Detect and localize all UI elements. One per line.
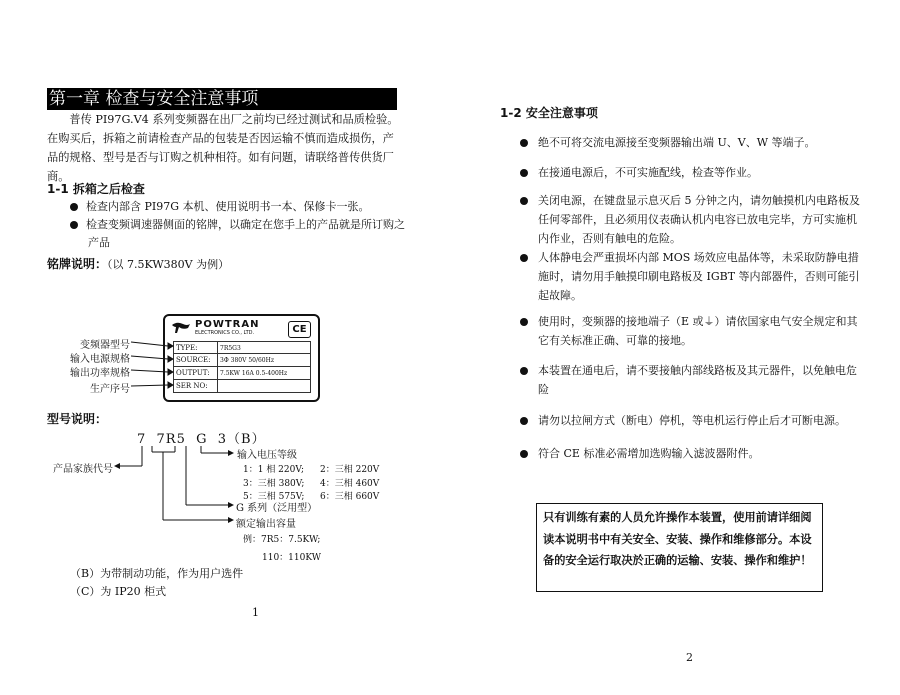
safety-bullet-1: 绝不可将交流电源接至变频器输出端 U、V、W 等端子。 — [520, 133, 860, 152]
bullet-dot — [520, 417, 528, 425]
voltage-option-6: 6：三相 660V — [320, 492, 380, 502]
safety-bullet-2: 在接通电源后，不可实施配线，检查等作业。 — [520, 163, 860, 182]
chapter-title: 第一章 检查与安全注意事项 — [47, 88, 397, 110]
bullet-dot — [520, 169, 528, 177]
bullet-dot — [520, 197, 528, 205]
model-code: 7 7R5 G 3（B） — [137, 432, 266, 447]
label-g-series: G 系列（泛用型） — [236, 503, 318, 514]
section-1-1-heading: 1-1 拆箱之后检查 — [47, 182, 145, 196]
safety-bullet-5: 使用时，变频器的接地端子（E 或⏚）请依国家电气安全规定和其它有关标准正确、可靠的接地。 — [520, 312, 860, 350]
voltage-option-5: 5：三相 575V; — [243, 492, 305, 502]
rated-example-1: 例：7R5：7.5KW; — [243, 535, 321, 545]
rated-example-2: 110：110KW — [262, 553, 322, 563]
bullet-dot — [520, 367, 528, 375]
callout-input: 输入电源规格 — [70, 354, 130, 365]
note-c: （C）为 IP20 柜式 — [70, 585, 167, 598]
safety-bullet-3: 关闭电源，在键盘显示息灭后 5 分钟之内，请勿触摸机内电路板及任何零部件，且必须用仪表确认机内电容已放电完毕，方可实施机内作业，否则有触电的危险。 — [520, 191, 860, 248]
bullet-dot — [520, 254, 528, 262]
brand-name: POWTRAN — [195, 319, 260, 330]
nameplate-row-type: TYPE: 7R5G3 — [173, 341, 311, 354]
nameplate-row-source: SOURCE: 3Φ 380V 50/60Hz — [173, 354, 311, 367]
company-name: ELECTRONICS CO., LTD. — [195, 330, 255, 336]
page-number-right: 2 — [686, 651, 693, 664]
ce-mark-icon: CE — [288, 321, 311, 338]
safety-bullet-7: 请勿以拉闸方式（断电）停机，等电机运行停止后才可断电源。 — [520, 411, 860, 430]
label-product-family: 产品家族代号 — [53, 464, 113, 475]
callout-lines — [0, 0, 420, 620]
nameplate-row-serno: SER NO: — [173, 380, 311, 393]
voltage-option-4: 4：三相 460V — [320, 479, 380, 489]
warning-box: 只有训练有素的人员允许操作本装置，使用前请详细阅读本说明书中有关安全、安装、操作和维修部分。本设备的安全运行取决於正确的运输、安装、操作和维护！ — [536, 503, 823, 592]
callout-serial: 生产序号 — [90, 384, 130, 395]
label-voltage-level: 输入电压等级 — [237, 450, 297, 461]
sec1-bullet-1: 检查内部含 PI97G 本机、使用说明书一本、保修卡一张。 — [70, 198, 400, 216]
label-rated-output: 额定输出容量 — [236, 519, 296, 530]
safety-bullet-6: 本装置在通电后，请不要接触内部线路板及其元器件，以免触电危险 — [520, 361, 860, 399]
sec1-bullet-2: 检查变频调速器侧面的铭牌，以确定在您手上的产品就是所订购之产品 — [70, 216, 405, 251]
safety-bullet-4: 人体静电会严重损坏内部 MOS 场效应电晶体等，未采取防静电措施时，请勿用手触摸印刷电路板及 IGBT 等内部器件，否则可能引起故障。 — [520, 248, 860, 305]
section-1-2-heading: 1-2 安全注意事项 — [500, 106, 598, 120]
bullet-dot — [520, 139, 528, 147]
nameplate-row-output: OUTPUT: 7.5KW 16A 0.5-400Hz — [173, 367, 311, 380]
callout-output: 输出功率规格 — [70, 368, 130, 379]
intro-paragraph: 普传 PI97G.V4 系列变频器在出厂之前均已经过测试和品质检验。在购买后，拆箱之前请检查产品的包装是否因运输不慎而造成损伤，产品的规格、型号是否与订购之机种相符。如有问题，请联络普传供货厂商。 — [47, 113, 399, 183]
note-b: （B）为带制动功能，作为用户选件 — [70, 567, 244, 580]
page-number-left: 1 — [252, 606, 259, 619]
bullet-dot — [520, 318, 528, 326]
voltage-option-1: 1：1 相 220V; — [243, 465, 304, 475]
bullet-dot — [520, 450, 528, 458]
nameplate-heading-line: 铭牌说明：（以 7.5KW380V 为例） — [47, 257, 230, 271]
voltage-option-3: 3：三相 380V; — [243, 479, 305, 489]
voltage-option-2: 2：三相 220V — [320, 465, 380, 475]
safety-bullet-8: 符合 CE 标准必需增加选购输入滤波器附件。 — [520, 444, 860, 463]
callout-model: 变频器型号 — [80, 340, 130, 351]
model-heading: 型号说明： — [47, 412, 108, 426]
